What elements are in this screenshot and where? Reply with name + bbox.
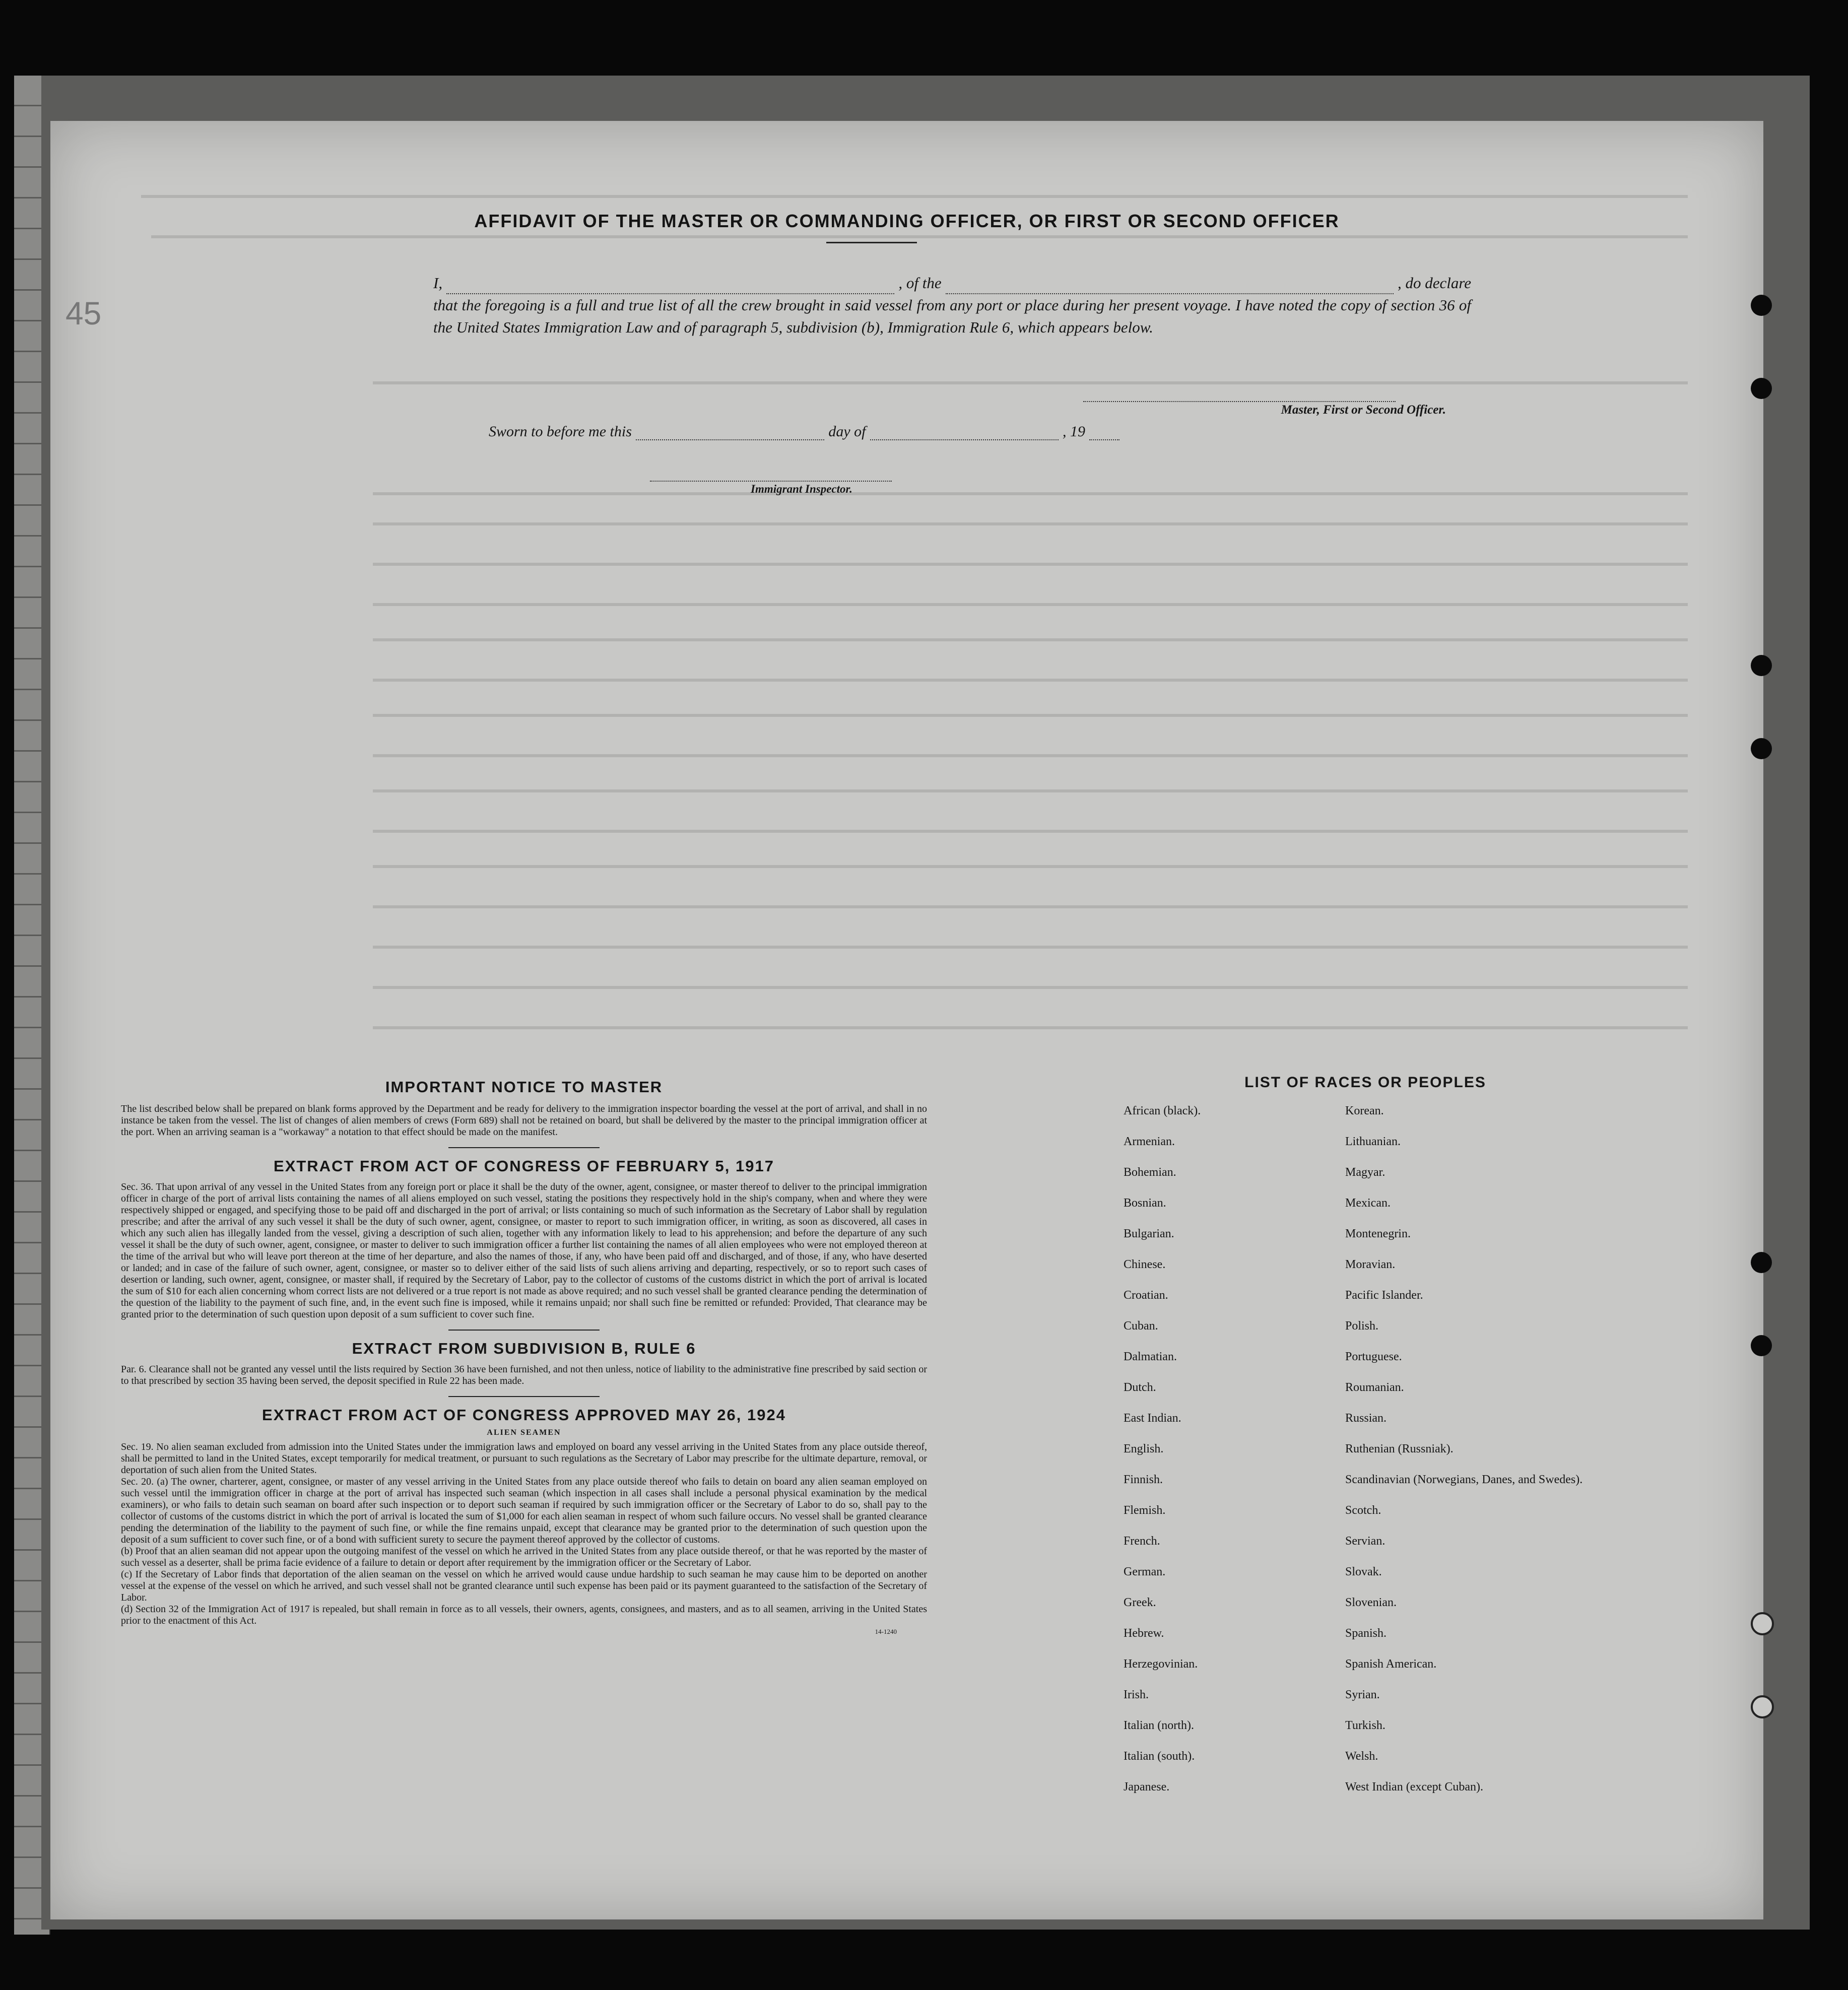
race-left-entry: Dalmatian. xyxy=(1124,1350,1177,1363)
sworn-year-label: , 19 xyxy=(1063,423,1085,440)
declaration-i: I, xyxy=(433,274,443,292)
extract-1924-heading: EXTRACT FROM ACT OF CONGRESS APPROVED MAY 26, 1924 xyxy=(262,1406,786,1424)
race-row xyxy=(1118,1227,1612,1258)
race-right-entry: Polish. xyxy=(1345,1319,1379,1333)
race-left-entry: English. xyxy=(1124,1442,1164,1455)
race-row xyxy=(1118,1258,1612,1289)
notice-text: The list described below shall be prepared on blank forms approved by the Department and be ready for delivery to the immigration inspector boarding the vessel at the port of arrival, and shall in no instance be taken from the vessel. The list of changes of alien members of crews (Form 689) shall not be retained on board, but shall be delivered by the master to the principal immigration officer at the port. When an arriving seaman is a "workaway" a notation to that effect should be made on the manifest. xyxy=(121,1103,927,1138)
race-row xyxy=(1118,1350,1612,1381)
affidavit-title: AFFIDAVIT OF THE MASTER OR COMMANDING OFFICER, OR FIRST OR SECOND OFFICER xyxy=(474,211,1340,231)
race-left-entry: Greek. xyxy=(1124,1596,1156,1609)
sec19-text: Sec. 19. No alien seaman excluded from admission into the United States under the immigration laws and employed on board any vessel arriving in the United States from any place outside thereof, shall be permitted to land in the United States, except temporarily for medical treatment, or pursuant to such regulations as the Secretary of Labor may prescribe for the ultimate departure, removal, or deportation of such alien from the United States. xyxy=(121,1441,927,1476)
inspector-signature-line[interactable] xyxy=(650,481,892,482)
race-row xyxy=(1118,1104,1612,1135)
race-right-entry: Montenegrin. xyxy=(1345,1227,1411,1240)
race-row xyxy=(1118,1319,1612,1350)
race-right-entry: Turkish. xyxy=(1345,1719,1385,1732)
race-row xyxy=(1118,1442,1612,1473)
race-left-entry: Hebrew. xyxy=(1124,1627,1164,1640)
race-right-entry: Moravian. xyxy=(1345,1258,1396,1271)
race-row xyxy=(1118,1596,1612,1627)
race-right-entry: Scandinavian (Norwegians, Danes, and Swedes). xyxy=(1345,1473,1583,1486)
punch-hole xyxy=(1751,738,1772,759)
punch-hole xyxy=(1751,1335,1772,1356)
race-right-entry: Servian. xyxy=(1345,1535,1385,1548)
sec20b-text: (b) Proof that an alien seaman did not appear upon the outgoing manifest of the vessel on which he arrived in the United States from any place outside thereof, or that he was reported by the master of such vessel as a deserter, shall be prima facie evidence of a failure to detain or deport after requirement by the immigration officer or the Secretary of Labor. xyxy=(121,1546,927,1568)
race-left-entry: French. xyxy=(1124,1535,1160,1548)
races-list xyxy=(1118,1074,1612,1811)
race-right-entry: Ruthenian (Russniak). xyxy=(1345,1442,1454,1455)
races-title: LIST OF RACES OR PEOPLES xyxy=(1244,1074,1486,1091)
manifest-page xyxy=(50,121,1763,1919)
race-right-entry: Lithuanian. xyxy=(1345,1135,1401,1148)
race-right-entry: Pacific Islander. xyxy=(1345,1289,1423,1302)
race-left-entry: Croatian. xyxy=(1124,1289,1168,1302)
race-row xyxy=(1118,1780,1612,1811)
race-right-entry: Portuguese. xyxy=(1345,1350,1402,1363)
races-table xyxy=(1118,1104,1612,1811)
race-left-entry: Irish. xyxy=(1124,1688,1149,1701)
race-left-entry: Italian (north). xyxy=(1124,1719,1194,1732)
race-left-entry: Bohemian. xyxy=(1124,1166,1176,1179)
punch-hole xyxy=(1751,1252,1772,1273)
race-left-entry: East Indian. xyxy=(1124,1412,1181,1425)
affidavit-statement xyxy=(433,272,1471,339)
section-divider xyxy=(448,1396,600,1397)
vessel-blank[interactable] xyxy=(946,280,1394,294)
sec20c-text: (c) If the Secretary of Labor finds that deportation of the alien seaman on the vessel on which he arrived would cause undue hardship to such seaman he may cause him to be deported on another vessel at the expense of the vessel on which he arrived, and such vessel shall not be granted clearance until such expense has been paid or its payment guaranteed to the satisfaction of the Secretary of Labor. xyxy=(121,1569,927,1603)
alien-seamen-subheading: ALIEN SEAMEN xyxy=(487,1428,561,1437)
race-left-entry: Flemish. xyxy=(1124,1504,1166,1517)
race-row xyxy=(1118,1504,1612,1535)
punch-hole xyxy=(1751,1695,1774,1718)
sworn-day-label: day of xyxy=(828,423,866,440)
race-left-entry: Chinese. xyxy=(1124,1258,1166,1271)
race-left-entry: Japanese. xyxy=(1124,1780,1170,1794)
race-right-entry: Mexican. xyxy=(1345,1197,1391,1210)
sworn-row xyxy=(489,423,1124,440)
race-row xyxy=(1118,1627,1612,1657)
declaration-row xyxy=(433,272,1471,294)
race-right-entry: Spanish. xyxy=(1345,1627,1387,1640)
master-signature-line[interactable] xyxy=(1083,401,1396,402)
race-row xyxy=(1118,1719,1612,1750)
race-left-entry: Finnish. xyxy=(1124,1473,1163,1486)
punch-hole xyxy=(1751,1612,1774,1635)
notice-section xyxy=(121,1078,927,1636)
sec20a-text: Sec. 20. (a) The owner, charterer, agent, consignee, or master of any vessel arriving in the United States from any place outside thereof who fails to detain on board any alien seaman employed on such vessel until the immigration officer in charge at the port of arrival has inspected such seaman (which inspection in all cases shall include a personal physical examination by the medical examiners), or who fails to detain such seaman on board after such inspection or to deport such seaman if required by such immigration officer or the Secretary of Labor to do so, shall pay to the collector of customs of the customs district in which the port of arrival is located the sum of $1,000 for each alien seaman in respect of whom such failure occurs. No vessel shall be granted clearance pending the determination of the liability to the payment of such fine, or while the fine remains unpaid, except that clearance may be granted prior to the determination of such question upon the deposit of a sum sufficient to cover such fine, or of a bond with sufficient surety to secure the payment thereof approved by the collector of customs. xyxy=(121,1476,927,1545)
race-row xyxy=(1118,1657,1612,1688)
punch-hole xyxy=(1751,295,1772,316)
race-left-entry: Armenian. xyxy=(1124,1135,1175,1148)
section-divider xyxy=(448,1330,600,1331)
sworn-day-blank[interactable] xyxy=(636,426,824,440)
extract-rule6-text: Par. 6. Clearance shall not be granted any vessel until the lists required by Section 36 have been furnished, and not then unless, notice of liability to the administrative fine prescribed by said section or to that prescribed by section 35 having been served, the deposit specified in Rule 22 has been made. xyxy=(121,1364,927,1386)
name-blank[interactable] xyxy=(446,280,894,294)
race-right-entry: Spanish American. xyxy=(1345,1657,1437,1671)
race-left-entry: Bulgarian. xyxy=(1124,1227,1174,1240)
sworn-month-blank[interactable] xyxy=(870,426,1059,440)
declaration-of-the: , of the xyxy=(898,274,942,292)
sec20d-text: (d) Section 32 of the Immigration Act of 1917 is repealed, but shall remain in force as to all vessels, their owners, agents, consignees, and masters, and as to all seamen, arriving in the United States prior to the enactment of this Act. xyxy=(121,1604,927,1626)
race-left-entry: Cuban. xyxy=(1124,1319,1158,1333)
race-right-entry: West Indian (except Cuban). xyxy=(1345,1780,1483,1794)
race-row xyxy=(1118,1135,1612,1166)
race-row xyxy=(1118,1166,1612,1197)
extract-1917-heading: EXTRACT FROM ACT OF CONGRESS OF FEBRUARY 5, 1917 xyxy=(274,1157,774,1175)
sworn-prefix: Sworn to before me this xyxy=(489,423,632,440)
race-row xyxy=(1118,1289,1612,1319)
notice-heading: IMPORTANT NOTICE TO MASTER xyxy=(385,1078,663,1096)
punch-hole xyxy=(1751,378,1772,399)
extract-rule6-heading: EXTRACT FROM SUBDIVISION B, RULE 6 xyxy=(352,1340,696,1357)
race-left-entry: Herzegovinian. xyxy=(1124,1657,1198,1671)
race-row xyxy=(1118,1535,1612,1565)
inspector-label: Immigrant Inspector. xyxy=(751,483,852,495)
affidavit-body: that the foregoing is a full and true list of all the crew brought in said vessel from any port or place during her present voyage. I have noted the copy of section 36 of the United States Immigration Law and of paragraph 5, subdivision (b), Immigration Rule 6, which appears below. xyxy=(433,296,1471,336)
race-right-entry: Scotch. xyxy=(1345,1504,1381,1517)
sworn-year-blank[interactable] xyxy=(1089,426,1119,440)
race-row xyxy=(1118,1688,1612,1719)
race-right-entry: Roumanian. xyxy=(1345,1381,1404,1394)
form-number: 14-1240 xyxy=(875,1628,897,1635)
race-right-entry: Russian. xyxy=(1345,1412,1387,1425)
extract-1917-text: Sec. 36. That upon arrival of any vessel in the United States from any foreign port or place it shall be the duty of the owner, agent, consignee, or master thereof to deliver to the principal immigration officer in charge of the port of arrival lists containing the names of all aliens employed on such vessel, stating the positions they respectively hold in the ship's company, when and where they were respectively shipped or engaged, and specifying those to be paid off and discharged in the port of arrival; or lists containing so much of such information as the Secretary of Labor shall by regulation prescribe; and after the arrival of any such vessel it shall be the duty of such owner, agent, consignee, or master to report to such immigration officer, in writing, as soon as discovered, all cases in which any such alien has illegally landed from the vessel, giving a description of such alien, together with any information likely to lead to his apprehension; and before the departure of any such vessel it shall be the duty of such owner, agent, consignee, or master to deliver to such immigration officer a further list containing the names of all alien employees who were not employed thereon at the time of the arrival but who will leave port thereon at the time of her departure, and also the names of those, if any, who have been paid off and discharged, and of those, if any, who have deserted or landed; and in case of the failure of such owner, agent, consignee, or master so to deliver either of the said lists of such aliens arriving and departing, respectively, or so to report such cases of desertion or landing, such owner, agent, consignee, or master shall, if required by the Secretary of Labor, pay to the collector of customs of the customs district in which the port of arrival is located the sum of $10 for each alien concerning whom correct lists are not delivered or a true report is not made as above required; and no such vessel shall be granted clearance pending the determination of the question of the liability to the payment of such fine, and, in the event such fine is imposed, while it remains unpaid; nor shall such fine be remitted or refunded: Provided, That clearance may be granted prior to the determination of such question upon deposit of a sum sufficient to cover such fine. xyxy=(121,1181,927,1320)
section-divider xyxy=(448,1147,600,1148)
title-rule xyxy=(826,242,917,243)
race-row xyxy=(1118,1750,1612,1780)
margin-mark: 45 xyxy=(65,295,102,331)
race-row xyxy=(1118,1565,1612,1596)
race-left-entry: German. xyxy=(1124,1565,1166,1578)
race-right-entry: Welsh. xyxy=(1345,1750,1378,1763)
race-row xyxy=(1118,1197,1612,1227)
race-right-entry: Korean. xyxy=(1345,1104,1384,1117)
race-left-entry: Italian (south). xyxy=(1124,1750,1195,1763)
race-left-entry: Dutch. xyxy=(1124,1381,1156,1394)
race-right-entry: Syrian. xyxy=(1345,1688,1380,1701)
race-row xyxy=(1118,1412,1612,1442)
race-right-entry: Slovenian. xyxy=(1345,1596,1397,1609)
race-row xyxy=(1118,1473,1612,1504)
punch-hole xyxy=(1751,655,1772,676)
race-right-entry: Slovak. xyxy=(1345,1565,1382,1578)
race-left-entry: Bosnian. xyxy=(1124,1197,1166,1210)
race-row xyxy=(1118,1381,1612,1412)
race-left-entry: African (black). xyxy=(1124,1104,1201,1117)
declaration-declare: , do declare xyxy=(1397,274,1472,292)
race-right-entry: Magyar. xyxy=(1345,1166,1385,1179)
master-signature-label: Master, First or Second Officer. xyxy=(1281,403,1446,417)
